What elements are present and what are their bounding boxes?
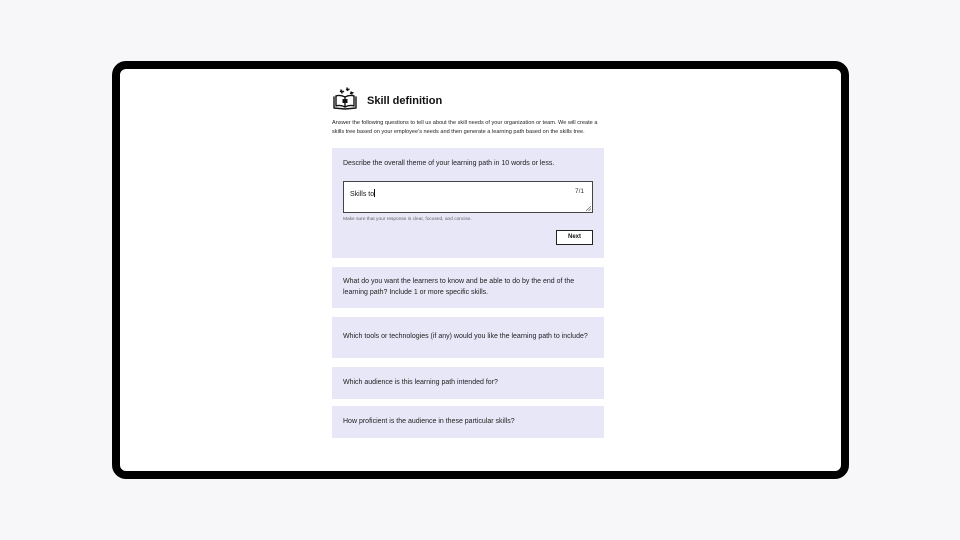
theme-input-box[interactable] (343, 181, 593, 213)
page-header (332, 84, 604, 112)
intro-text: Answer the following questions to tell us about the skill needs of your organization or team. We will create a skills tree based on your employee's needs and then generate a learning path based on the skills tree. (332, 120, 598, 135)
resize-handle-icon[interactable] (586, 206, 591, 211)
input-hint: Make sure that your response is clear, focused, and concise. (343, 216, 472, 222)
theme-input-value: Skills to (350, 190, 375, 198)
actions-row (343, 230, 593, 245)
next-button[interactable]: Next (556, 230, 593, 245)
question-prompt: Which tools or technologies (if any) would you like the learning path to include? (343, 333, 588, 341)
question-prompt: What do you want the learners to know and be able to do by the end of the learning path? Include 1 or more specific skills. (343, 278, 575, 296)
skill-definition-panel (332, 84, 604, 438)
theme-input[interactable] (350, 189, 375, 198)
open-book-sparkle-icon (332, 85, 358, 111)
question-prompt: Describe the overall theme of your learning path in 10 words or less. (343, 160, 555, 168)
page-title: Skill definition (367, 94, 443, 107)
question-card-skills[interactable] (332, 267, 604, 308)
character-counter: 7/1 (574, 187, 584, 195)
text-caret (374, 189, 375, 197)
question-prompt: How proficient is the audience in these particular skills? (343, 417, 515, 425)
question-card-tools[interactable] (332, 317, 604, 358)
question-card-proficiency[interactable] (332, 406, 604, 438)
question-card-theme (332, 148, 604, 258)
question-prompt: Which audience is this learning path intended for? (343, 378, 498, 386)
question-card-audience[interactable] (332, 367, 604, 399)
